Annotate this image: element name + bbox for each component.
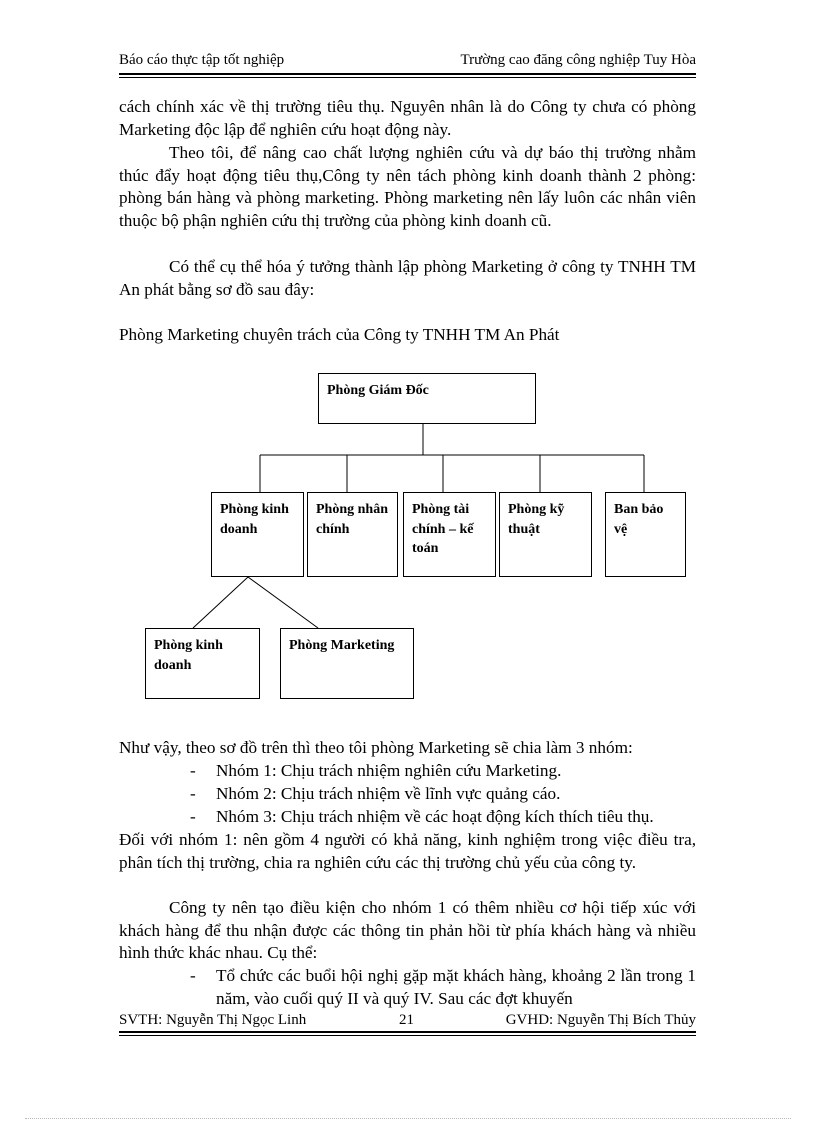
header-right: Trường cao đăng công nghiệp Tuy Hòa xyxy=(460,52,696,68)
bullet-1: - Nhóm 1: Chịu trách nhiệm nghiên cứu Marketing. xyxy=(190,760,696,783)
bullet-last: - Tổ chức các buổi hội nghị gặp mặt khách hàng, khoảng 2 lần trong 1 năm, vào cuối quý II và quý IV. Sau các đợt khuyến xyxy=(190,965,696,1010)
box-dept-hr: Phòng nhân chính xyxy=(307,492,398,577)
bullet-1-text: Nhóm 1: Chịu trách nhiệm nghiên cứu Marketing. xyxy=(216,761,562,780)
box-dept-finance: Phòng tài chính – kế toán xyxy=(403,492,496,577)
bullet-last-text: Tổ chức các buổi hội nghị gặp mặt khách hàng, khoảng 2 lần trong 1 năm, vào cuối quý II và quý IV. Sau các đợt khuyến xyxy=(216,966,696,1008)
connector-sub-2 xyxy=(248,577,318,628)
box-dept-sales: Phòng kinh doanh xyxy=(211,492,304,577)
paragraph-6: Công ty nên tạo điều kiện cho nhóm 1 có thêm nhiều cơ hội tiếp xúc với khách hàng để thu nhận được các thông tin phản hồi từ phía khách hàng và nhiều hình thức khác nhau. Cụ thể: xyxy=(119,898,696,963)
footer-rule xyxy=(119,1031,696,1033)
chart-title: Phòng Marketing chuyên trách của Công ty TNHH TM An Phát xyxy=(119,325,560,344)
box-dept-tech: Phòng kỹ thuật xyxy=(499,492,592,577)
header-left: Báo cáo thực tập tốt nghiệp xyxy=(119,52,285,68)
paragraph-4: Như vậy, theo sơ đồ trên thì theo tôi phòng Marketing sẽ chia làm 3 nhóm: xyxy=(119,738,633,757)
box-director: Phòng Giám Đốc xyxy=(318,373,536,424)
footer-right: GVHD: Nguyễn Thị Bích Thủy xyxy=(505,1012,696,1028)
paragraph-1: cách chính xác về thị trường tiêu thụ. Nguyên nhân là do Công ty chưa có phòng Marketing độc lập để nghiên cứu hoạt động này. xyxy=(119,97,696,139)
page-edge-dots xyxy=(25,1118,791,1119)
footer-rule-thin xyxy=(119,1035,696,1036)
connector-sub-1 xyxy=(193,577,248,628)
bullet-3-text: Nhóm 3: Chịu trách nhiệm về các hoạt động kích thích tiêu thụ. xyxy=(216,807,654,826)
page-number: 21 xyxy=(399,1012,414,1028)
box-sub-marketing: Phòng Marketing xyxy=(280,628,414,699)
paragraph-2: Theo tôi, để nâng cao chất lượng nghiên cứu và dự báo thị trường nhằm thúc đẩy hoạt động tiêu thụ,Công ty nên tách phòng kinh doanh thành 2 phòng: phòng bán hàng và phòng marketing. Phòng marketing nên lấy luôn các nhân viên thuộc bộ phận nghiên cứu thị trường của phòng kinh doanh cũ. xyxy=(119,143,696,230)
bullet-2: - Nhóm 2: Chịu trách nhiệm về lĩnh vực quảng cáo. xyxy=(190,783,696,806)
box-sub-sales: Phòng kinh doanh xyxy=(145,628,260,699)
paragraph-3: Có thể cụ thể hóa ý tưởng thành lập phòng Marketing ở công ty TNHH TM An phát bằng sơ đồ sau đây: xyxy=(119,257,696,299)
bullet-2-text: Nhóm 2: Chịu trách nhiệm về lĩnh vực quảng cáo. xyxy=(216,784,561,803)
bullet-3: - Nhóm 3: Chịu trách nhiệm về các hoạt động kích thích tiêu thụ. xyxy=(190,806,696,829)
paragraph-5: Đối với nhóm 1: nên gồm 4 người có khả năng, kinh nghiệm trong việc điều tra, phân tích thị trường, chia ra nghiên cứu các thị trường chủ yếu của công ty. xyxy=(119,830,696,872)
box-dept-security: Ban bảo vệ xyxy=(605,492,686,577)
footer-left: SVTH: Nguyễn Thị Ngọc Linh xyxy=(119,1012,307,1028)
